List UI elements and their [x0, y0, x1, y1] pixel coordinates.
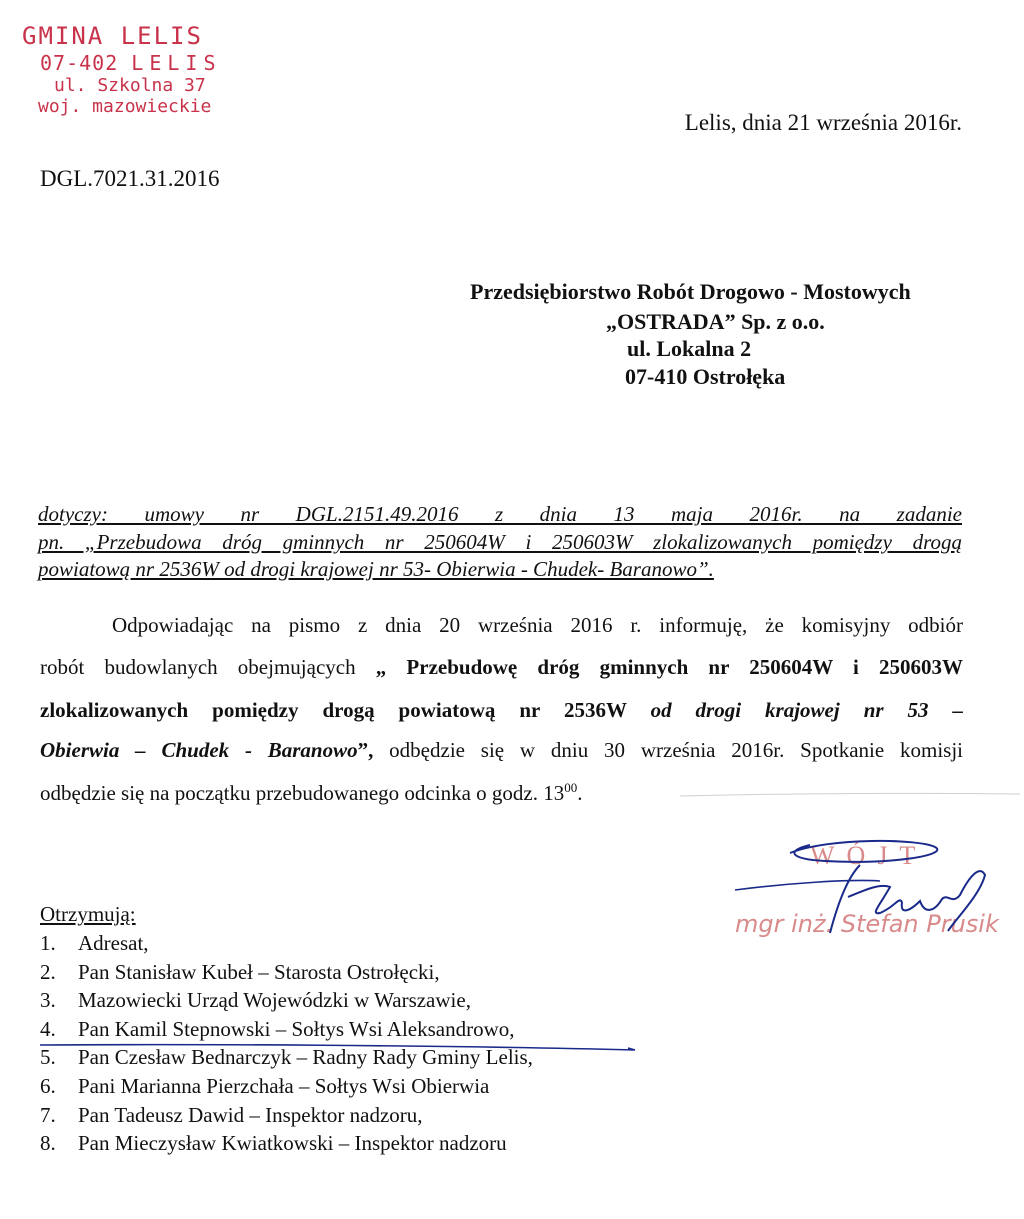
subject-line-2: pn. „Przebudowa dróg gminnych nr 250604W i 250603W zlokalizowanych pomiędzy drogą: [38, 530, 962, 554]
task-route-bold-italic: od drogi krajowej nr 53 –: [650, 698, 963, 722]
stamp-line-name: GMINA LELIS: [22, 22, 203, 50]
list-item: [40, 1015, 533, 1044]
stamp-postcode: 07-402: [40, 50, 119, 75]
item-text: Pan Tadeusz Dawid – Inspektor nadzoru,: [78, 1102, 423, 1127]
stamp-line-street: ul. Szkolna 37: [54, 74, 206, 96]
body-text: Odpowiadając na pismo z dnia 20 września 2016 r. informuję, że komisyjny odbiór: [112, 613, 963, 637]
stamp-line-postcode: [40, 51, 262, 75]
addressee-city: 07-410 Ostrołęka: [625, 364, 786, 389]
body-line-2: [40, 654, 963, 681]
item-number: 5.: [40, 1045, 56, 1070]
place-and-date: Lelis, dnia 21 września 2016r.: [684, 110, 962, 135]
item-number: 4.: [40, 1016, 56, 1041]
pen-underline: [40, 1042, 640, 1056]
item-text: Adresat,: [78, 931, 149, 955]
list-item: [40, 929, 533, 958]
item-number: 3.: [40, 988, 56, 1013]
item-text: Pani Marianna Pierzchała – Sołtys Wsi Obierwia: [78, 1073, 490, 1098]
list-item: [40, 958, 533, 987]
body-text: odbędzie się w dniu 30 września 2016r. Spotkanie komisji: [373, 738, 963, 762]
body-line-4: [40, 737, 963, 764]
item-number: 6.: [40, 1073, 56, 1098]
time-minutes-superscript: 00: [564, 780, 578, 795]
list-item: [40, 1072, 533, 1101]
subject-line-3: powiatową nr 2536W od drogi krajowej nr 53- Obierwia - Chudek- Baranowo”.: [38, 557, 714, 581]
task-name-bold: zlokalizowanych pomiędzy drogą powiatową nr 2536W: [40, 698, 651, 722]
body-text: .: [577, 781, 583, 805]
item-text: Mazowiecki Urząd Wojewódzki w Warszawie,: [78, 988, 471, 1013]
subject-line-1: dotyczy: umowy nr DGL.2151.49.2016 z dnia 13 maja 2016r. na zadanie: [38, 502, 962, 526]
body-line-3: [40, 697, 963, 724]
item-text: Pan Stanisław Kubeł – Starosta Ostrołęcki,: [78, 959, 440, 984]
quote-close: ”,: [357, 738, 374, 762]
item-text: Pan Czesław Bednarczyk – Radny Rady Gminy Lelis,: [78, 1045, 533, 1070]
item-number: 1.: [40, 931, 56, 955]
handwritten-signature: [730, 835, 1020, 955]
body-text: odbędzie się na początku przebudowanego odcinka o godz. 13: [40, 781, 565, 805]
body-text: robót budowlanych obejmujących: [40, 655, 376, 679]
item-number: 7.: [40, 1102, 56, 1127]
stamp-line-region: woj. mazowieckie: [38, 96, 212, 118]
addressee-street: ul. Lokalna 2: [627, 336, 752, 361]
item-number: 2.: [40, 959, 56, 984]
task-name-bold: „ Przebudowę dróg gminnych nr 250604W i 250603W: [375, 655, 964, 679]
reference-number: DGL.7021.31.2016: [40, 166, 220, 191]
signature-stamp-title: WÓJT: [810, 841, 928, 870]
list-item: [40, 1101, 533, 1130]
list-item: [40, 1129, 533, 1158]
item-number: 8.: [40, 1131, 56, 1156]
body-line-1: [40, 612, 963, 639]
task-route-bold-italic: Obierwia – Chudek - Baranowo: [40, 738, 358, 762]
item-text: Pan Kamil Stepnowski – Sołtys Wsi Aleksandrowo,: [78, 1016, 515, 1041]
list-item: [40, 986, 533, 1015]
recipients-heading: Otrzymują:: [40, 902, 136, 926]
addressee-company-name: „OSTRADA” Sp. z o.o.: [606, 309, 825, 334]
item-text: Pan Mieczysław Kwiatkowski – Inspektor nadzoru: [78, 1131, 507, 1156]
municipality-stamp: [22, 22, 262, 118]
scan-artifact-line: [680, 790, 1020, 800]
addressee-company: Przedsiębiorstwo Robót Drogowo - Mostowych: [470, 279, 911, 304]
signature-block: [730, 835, 1020, 955]
signature-stamp-name: mgr inż. Stefan Prusik: [735, 910, 999, 938]
stamp-town: LELIS: [131, 50, 222, 75]
